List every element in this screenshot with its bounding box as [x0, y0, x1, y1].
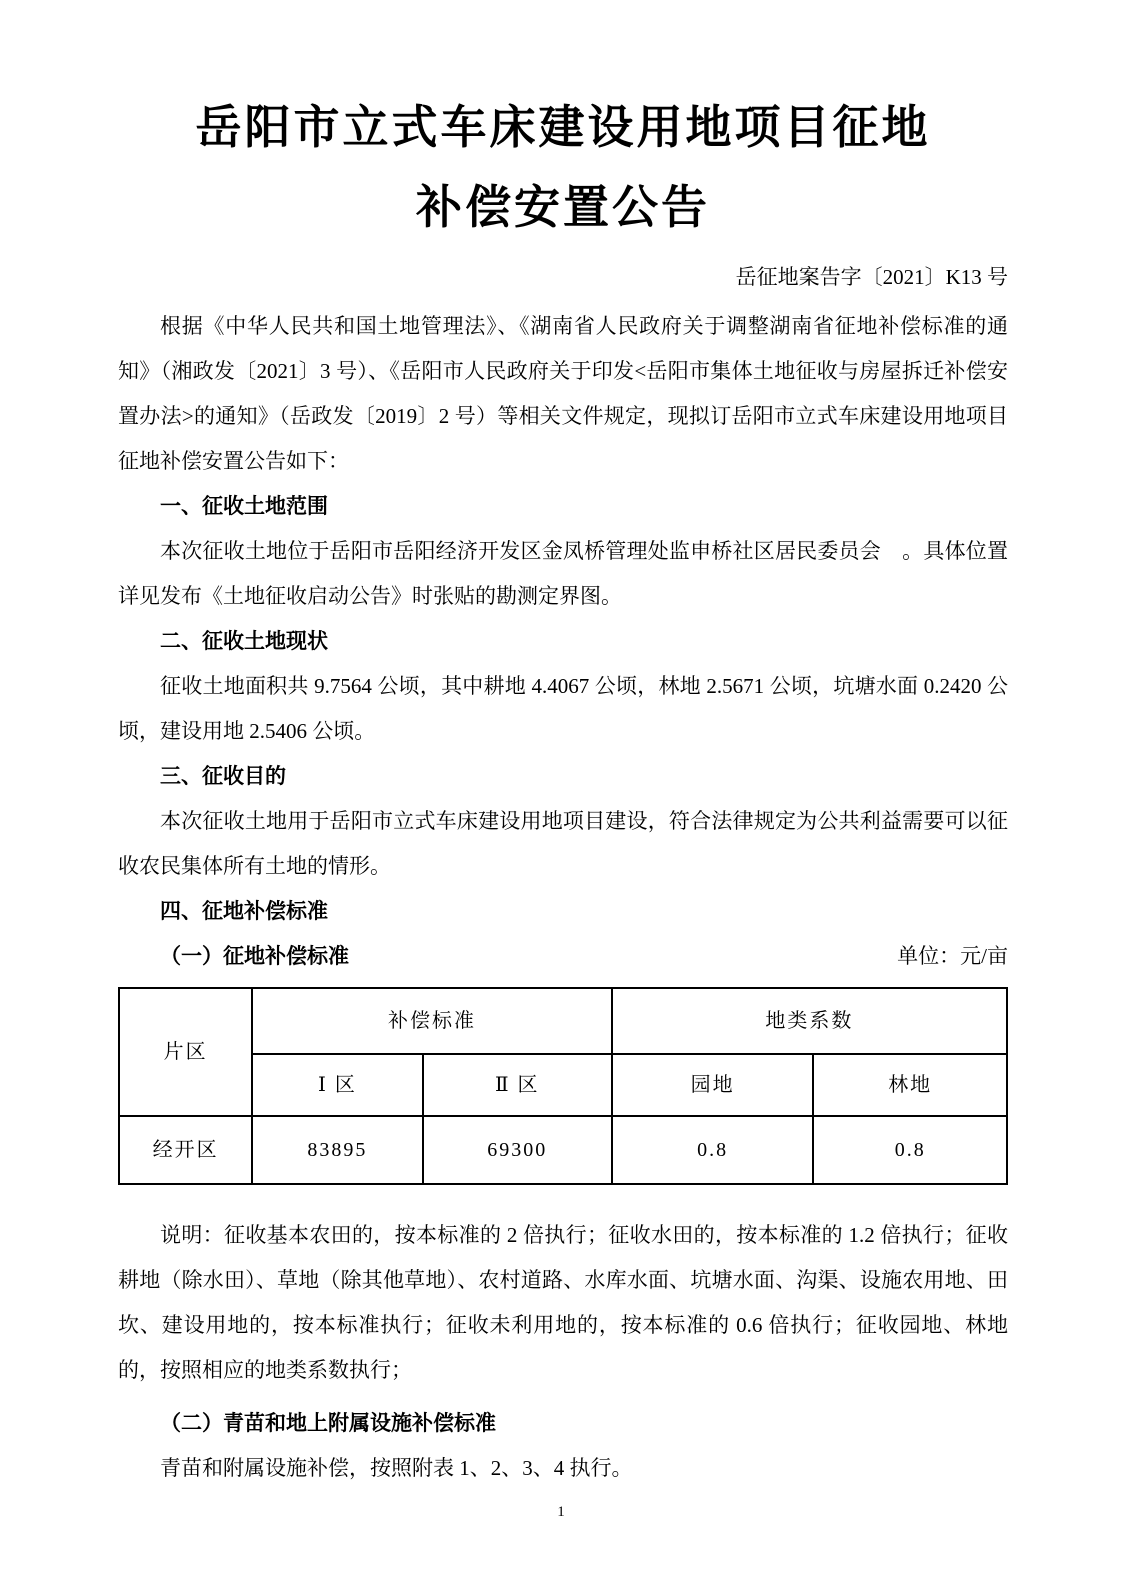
document-number: 岳征地案告字〔2021〕K13 号 [735, 265, 1008, 289]
section-1-paragraph: 本次征收土地位于岳阳市岳阳经济开发区金凤桥管理处监申桥社区居民委员会 。具体位置详见发布《土地征收启动公告》时张贴的勘测定界图。 [118, 539, 1008, 608]
section-2-paragraph: 征收土地面积共 9.7564 公顷，其中耕地 4.4067 公顷，林地 2.5671 公顷，坑塘水面 0.2420 公顷，建设用地 2.5406 公顷。 [118, 674, 1008, 743]
table-cell-zone2-value: 69300 [423, 1116, 612, 1184]
table-note-paragraph: 说明：征收基本农田的，按本标准的 2 倍执行；征收水田的，按本标准的 1.2 倍执行；征收耕地（除水田）、草地（除其他草地）、农村道路、水库水面、坑塘水面、沟渠、设施农用地、田坎、建设用地的，按本标准执行；征收未利用地的，按本标准的 0.6 倍执行；征收园地、林地的，按照相应的地类系数执行； [118, 1223, 1008, 1382]
compensation-standard-table [118, 987, 1008, 1185]
table-header-zone2: Ⅱ 区 [423, 1054, 612, 1116]
section-1-heading: 一、征收土地范围 [160, 495, 328, 518]
table-header-forest: 林地 [813, 1054, 1007, 1116]
table-header-orchard: 园地 [612, 1054, 814, 1116]
intro-paragraph: 根据《中华人民共和国土地管理法》、《湖南省人民政府关于调整湖南省征地补偿标准的通知》（湘政发〔2021〕3 号）、《岳阳市人民政府关于印发<岳阳市集体土地征收与房屋拆迁补偿安置办法>的通知》（岳政发〔2019〕2 号）等相关文件规定，现拟订岳阳市立式车床建设用地项目征地补偿安置公告如下： [118, 314, 1008, 473]
section-3-paragraph: 本次征收土地用于岳阳市立式车床建设用地项目建设，符合法律规定为公共利益需要可以征收农民集体所有土地的情形。 [118, 809, 1008, 878]
table-cell-forest-coef: 0.8 [813, 1116, 1007, 1184]
subsection-1-heading: （一）征地补偿标准 [160, 944, 349, 968]
subsection-1-heading-row [118, 934, 1008, 979]
table-header-zone1: Ⅰ 区 [252, 1054, 422, 1116]
table-cell-orchard-coef: 0.8 [612, 1116, 814, 1184]
table-header-area: 片区 [119, 988, 252, 1116]
table-header-compensation-group: 补偿标准 [252, 988, 612, 1054]
document-title-line1: 岳阳市立式车床建设用地项目征地 [195, 102, 931, 153]
section-2-heading: 二、征收土地现状 [160, 630, 328, 653]
page-number: 1 [557, 1504, 565, 1520]
table-cell-zone1-value: 83895 [252, 1116, 422, 1184]
document-title-line2: 补偿安置公告 [416, 182, 710, 233]
subsection-2-heading: （二）青苗和地上附属设施补偿标准 [160, 1411, 496, 1435]
table-header-coefficient-group: 地类系数 [612, 988, 1007, 1054]
table-unit-label: 单位：元/亩 [897, 944, 1008, 968]
table-header-sub-row [119, 1054, 1007, 1116]
document-body [118, 304, 1008, 1491]
subsection-2-paragraph: 青苗和附属设施补偿，按照附表 1、2、3、4 执行。 [160, 1456, 633, 1480]
table-row [119, 1116, 1007, 1184]
document-title [118, 88, 1008, 248]
section-4-heading: 四、征地补偿标准 [160, 900, 328, 923]
table-cell-area: 经开区 [119, 1116, 252, 1184]
section-3-heading: 三、征收目的 [160, 765, 286, 788]
table-header-group-row [119, 988, 1007, 1054]
